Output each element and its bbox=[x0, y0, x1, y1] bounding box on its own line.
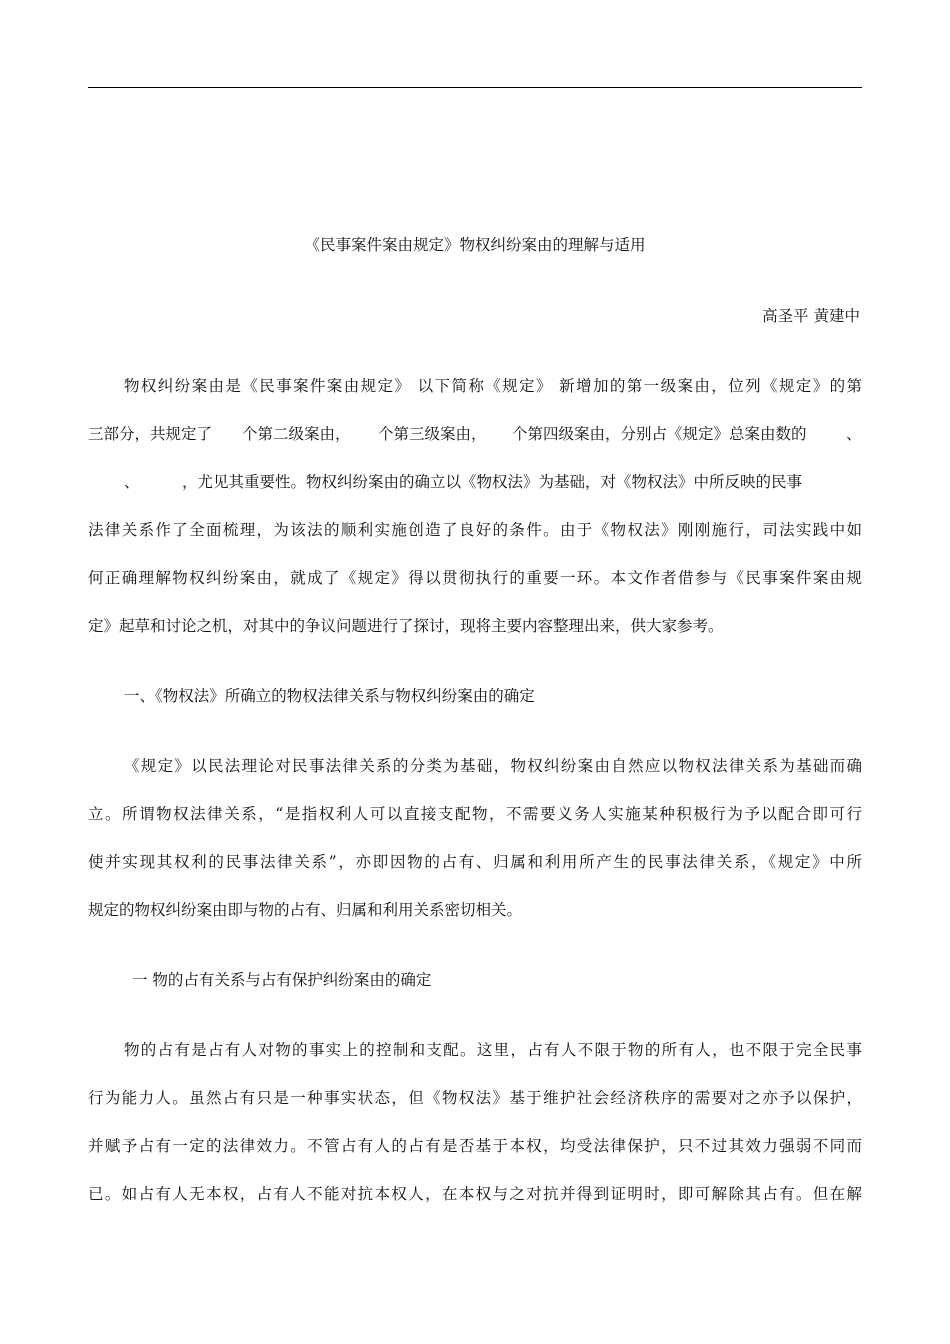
header-rule bbox=[88, 87, 862, 88]
para1-line-1: 物权纠纷案由是《民事案件案由规定》 以下简称《规定》 新增加的第一级案由，位列《规定》的第 bbox=[124, 377, 862, 395]
section-heading-1: 一、《物权法》所确立的物权法律关系与物权纠纷案由的确定 bbox=[124, 687, 535, 705]
para2-line-1: 《规定》以民法理论对民事法律关系的分类为基础，物权纠纷案由自然应以物权法律关系为基础而确 bbox=[124, 757, 862, 775]
para1-line-2-c: 个第三级案由， bbox=[378, 425, 487, 443]
para1-line-2-a: 三部分，共规定了 bbox=[88, 425, 213, 443]
para1-line-2-d: 个第四级案由，分别占《规定》总案由数的 bbox=[512, 425, 807, 443]
para3-line-4: 已。如占有人无本权，占有人不能对抗本权人，在本权与之对抗并得到证明时，即可解除其占有。但在解 bbox=[88, 1185, 862, 1203]
section-heading-2: 一 物的占有关系与占有保护纠纷案由的确定 bbox=[132, 971, 432, 989]
para2-line-3: 使并实现其权利的民事法律关系”，亦即因物的占有、归属和利用所产生的民事法律关系，《规定》中所 bbox=[88, 853, 862, 871]
para1-line-4: 法律关系作了全面梳理，为该法的顺利实施创造了良好的条件。由于《物权法》刚刚施行，司法实践中如 bbox=[88, 521, 862, 539]
para1-line-3-a: 、 bbox=[124, 473, 140, 491]
para2-line-4: 规定的物权纠纷案由即与物的占有、归属和利用关系密切相关。 bbox=[88, 901, 523, 919]
para1-line-2-e: 、 bbox=[846, 425, 862, 443]
para3-line-1: 物的占有是占有人对物的事实上的控制和支配。这里，占有人不限于物的所有人，也不限于完全民事 bbox=[124, 1041, 862, 1059]
para1-line-6: 定》起草和讨论之机，对其中的争议问题进行了探讨，现将主要内容整理出来，供大家参考。 bbox=[88, 617, 724, 635]
para1-line-2-b: 个第二级案由， bbox=[242, 425, 351, 443]
para2-line-2: 立。所谓物权法律关系，“是指权利人可以直接支配物，不需要义务人实施某种积极行为予以配合即可行 bbox=[88, 805, 862, 823]
para1-line-3-b: ，尤见其重要性。物权纠纷案由的确立以《物权法》为基础，对《物权法》中所反映的民事 bbox=[182, 473, 803, 491]
para3-line-2: 行为能力人。虽然占有只是一种事实状态，但《物权法》基于维护社会经济秩序的需要对之亦予以保护， bbox=[88, 1089, 862, 1107]
author-line: 高圣平 黄建中 bbox=[762, 307, 860, 325]
document-title: 《民事案件案由规定》物权纠纷案由的理解与适用 bbox=[304, 236, 646, 254]
para1-line-5: 何正确理解物权纠纷案由，就成了《规定》得以贯彻执行的重要一环。本文作者借参与《民事案件案由规 bbox=[88, 569, 862, 587]
para3-line-3: 并赋予占有一定的法律效力。不管占有人的占有是否基于本权，均受法律保护，只不过其效力强弱不同而 bbox=[88, 1137, 862, 1155]
